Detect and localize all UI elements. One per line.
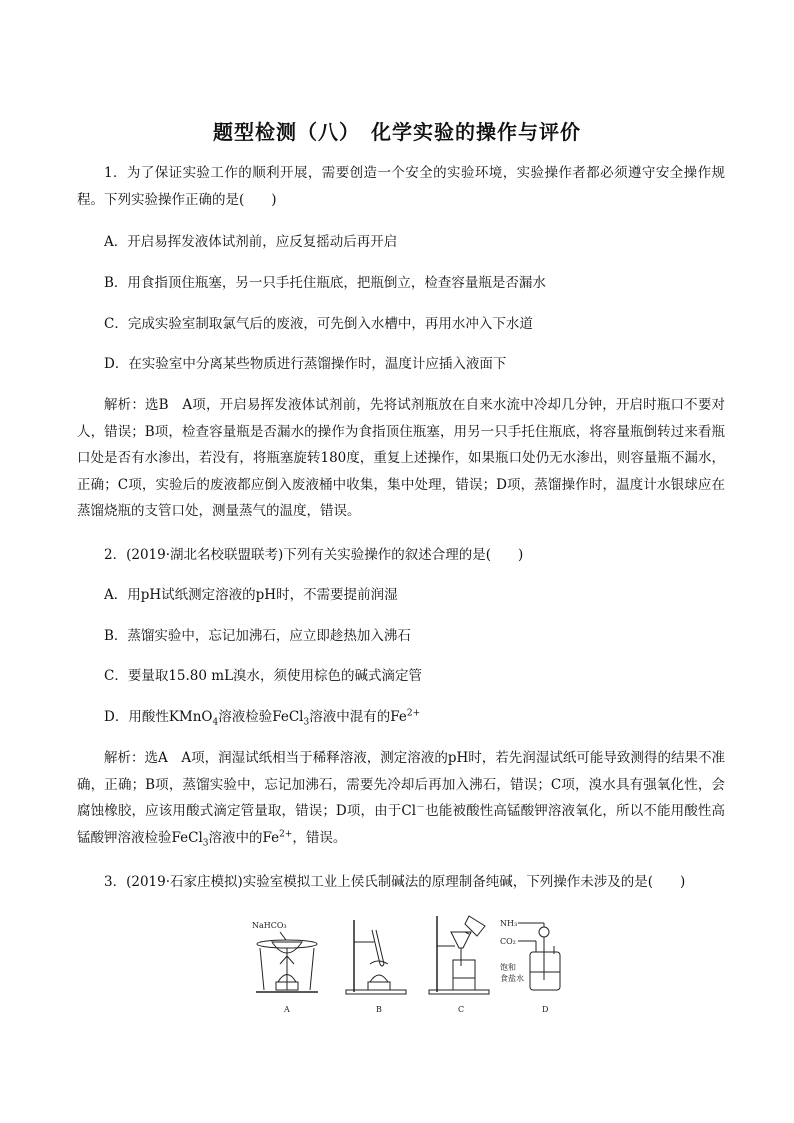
label-brine: 食盐水	[500, 974, 524, 983]
apparatus-c	[429, 916, 489, 1014]
label-nahco3: NaHCO₃	[252, 921, 287, 930]
apparatus-figure	[250, 912, 580, 1022]
apparatus-d	[500, 919, 560, 1014]
question-3-stem: 3．(2019·石家庄模拟)实验室模拟工业上侯氏制碱法的原理制备纯碱，下列操作未涉及的是( )	[104, 874, 686, 890]
q2-option-b: B．蒸馏实验中，忘记加沸石，应立即趁热加入沸石	[104, 628, 411, 644]
label-c: C	[458, 1005, 465, 1014]
question-2-stem: 2．(2019·湖北名校联盟联考)下列有关实验操作的叙述合理的是( )	[104, 547, 524, 563]
q1-option-c: C．完成实验室制取氯气后的废液，可先倒入水槽中，再用水冲入下水道	[104, 316, 533, 332]
q2-option-c: C．要量取15.80 mL溴水，须使用棕色的碱式滴定管	[104, 668, 423, 684]
q1-option-d: D．在实验室中分离某些物质进行蒸馏操作时，温度计应插入液面下	[104, 356, 507, 372]
page-title: 题型检测（八） 化学实验的操作与评价	[213, 120, 581, 144]
apparatus-a	[252, 921, 318, 1014]
label-d: D	[542, 1005, 549, 1014]
label-a: A	[284, 1005, 290, 1014]
label-co2: CO₂	[500, 937, 516, 946]
question-1-stem: 1．为了保证实验工作的顺利开展，需要创造一个安全的实验环境，实验操作者都必须遵守安全操作规程。下列实验操作正确的是( )	[77, 165, 725, 208]
label-b: B	[376, 1005, 382, 1014]
label-nh3: NH₃	[500, 919, 518, 928]
q2-option-d: D．用酸性KMnO$_4$溶液检验FeCl$_3$溶液中混有的$Fe^{2+}$	[104, 708, 421, 728]
q2-option-a: A．用pH试纸测定溶液的pH时，不需要提前润湿	[104, 587, 398, 603]
q1-analysis: 解析：选B A项，开启易挥发液体试剂前，先将试剂瓶放在自来水流中冷却几分钟，开启时瓶口不要对人，错误；B项，检查容量瓶是否漏水的操作为食指顶住瓶塞，用另一只手托住瓶底，将容量瓶倒转过来看瓶口处是否有水渗出，若没有，将瓶塞旋转180度，重复上述操作，如果瓶口处仍无水渗出，则容量瓶不漏水，正确；C项，实验后的废液都应倒入废液桶中收集，集中处理，错误；D项，蒸馏操作时，温度计水银球应在蒸馏烧瓶的支管口处，测量蒸气的温度，错误。	[77, 397, 725, 519]
apparatus-b	[346, 920, 406, 1014]
q1-option-a: A．开启易挥发液体试剂前，应反复摇动后再开启	[104, 234, 398, 250]
q2-analysis: 解析：选A A项，润湿试纸相当于稀释溶液，测定溶液的pH时，若先润湿试纸可能导致测得的结果不准确，正确；B项，蒸馏实验中，忘记加沸石，需要先冷却后再加入沸石，错误；C项，溴水具有强氧化性，会腐蚀橡胶，应该用酸式滴定管量取，错误；D项，由于Cl－也能被酸性高锰酸钾溶液氧化，所以不能用酸性高锰酸钾溶液检验FeCl$_3$溶液中的$Fe^{2+}$，错误。	[77, 750, 725, 849]
label-saturated: 饱和	[500, 963, 516, 972]
q1-option-b: B．用食指顶住瓶塞，另一只手托住瓶底，把瓶倒立，检查容量瓶是否漏水	[104, 275, 546, 291]
apparatus-diagram	[250, 912, 580, 1022]
